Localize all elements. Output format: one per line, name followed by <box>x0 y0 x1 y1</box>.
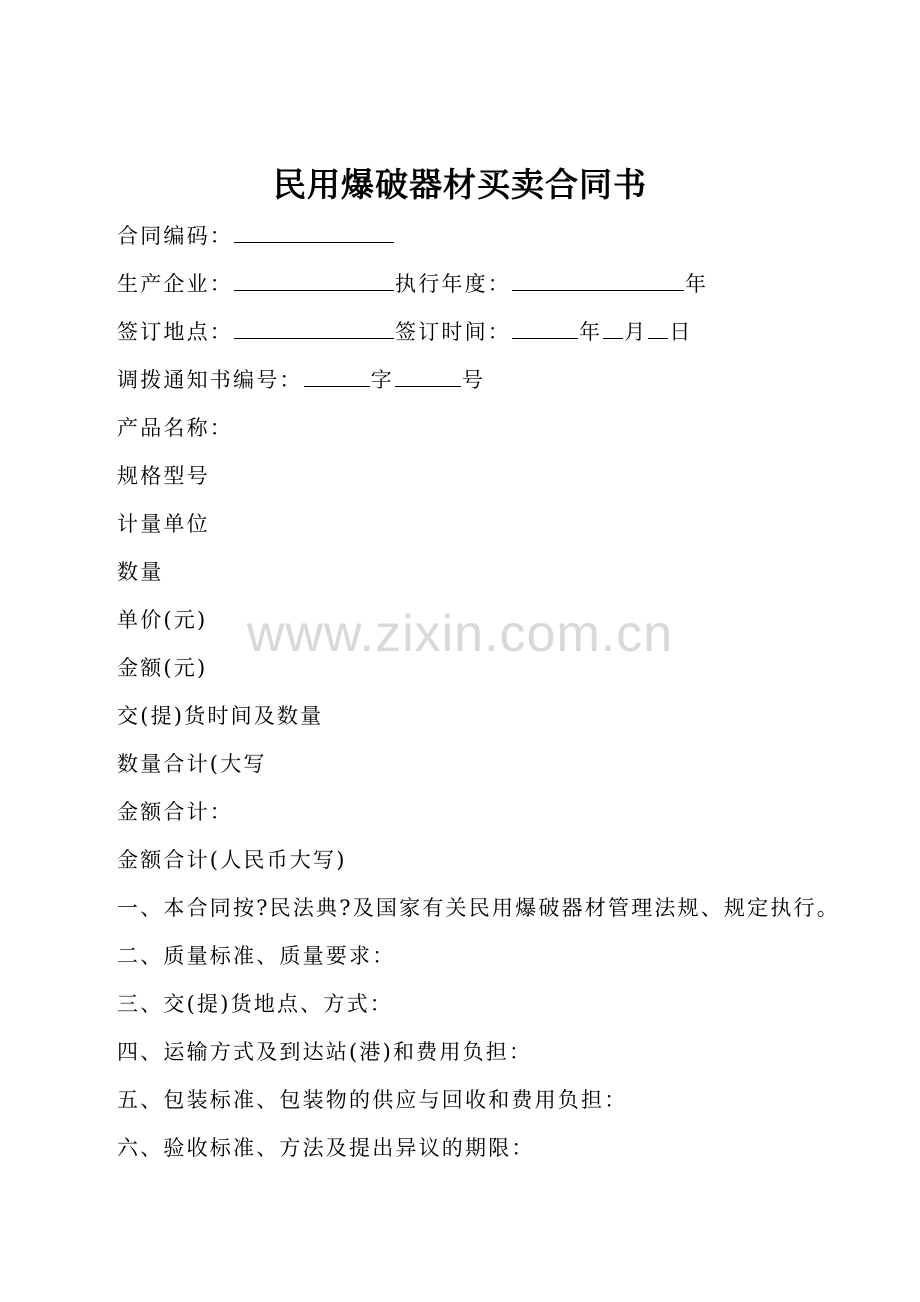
item-delivery-time: 交(提)货时间及数量 <box>117 704 324 728</box>
contract-number-label: 合同编码： <box>117 224 233 248</box>
notice-hao-blank <box>395 365 461 387</box>
notice-number-row <box>117 365 485 395</box>
watermark: www.zixin.com.cn <box>246 605 674 663</box>
item-unit: 计量单位 <box>117 512 210 536</box>
notice-number-label: 调拨通知书编号： <box>117 368 303 392</box>
exec-year-label: 执行年度： <box>395 272 511 296</box>
sign-place-label: 签订地点： <box>117 320 233 344</box>
item-quantity: 数量 <box>117 560 164 584</box>
sign-day-unit: 日 <box>669 320 693 344</box>
item-amount-total-rmb: 金额合计(人民币大写) <box>117 848 347 872</box>
contract-number-blank <box>234 221 394 243</box>
clause-6: 六、验收标准、方法及提出异议的期限： <box>117 1136 535 1160</box>
producer-row <box>117 269 708 299</box>
sign-time-label: 签订时间： <box>395 320 511 344</box>
sign-row <box>117 317 693 347</box>
item-quantity-total: 数量合计(大写 <box>117 752 267 776</box>
item-spec-model: 规格型号 <box>117 464 210 488</box>
clause-4: 四、运输方式及到达站(港)和费用负担： <box>117 1040 533 1064</box>
clause-2: 二、质量标准、质量要求： <box>117 944 396 968</box>
notice-hao: 号 <box>461 368 486 392</box>
item-product-name: 产品名称： <box>117 416 233 440</box>
contract-number-row <box>117 221 395 251</box>
clause-5: 五、包装标准、包装物的供应与回收和费用负担： <box>117 1088 628 1112</box>
clause-1: 一、本合同按?民法典?及国家有关民用爆破器材管理法规、规定执行。 <box>117 896 840 920</box>
item-amount: 金额(元) <box>117 656 208 680</box>
year-unit: 年 <box>685 272 709 296</box>
producer-blank <box>234 269 394 291</box>
exec-year-blank <box>512 269 684 291</box>
producer-label: 生产企业： <box>117 272 233 296</box>
notice-zi: 字 <box>370 368 394 392</box>
sign-place-blank <box>234 317 394 339</box>
item-amount-total: 金额合计： <box>117 800 233 824</box>
clause-3: 三、交(提)货地点、方式： <box>117 992 393 1016</box>
sign-month-unit: 月 <box>624 320 648 344</box>
notice-zi-blank <box>304 365 370 387</box>
sign-day-blank <box>648 317 668 339</box>
document-title: 民用爆破器材买卖合同书 <box>273 165 647 204</box>
item-unit-price: 单价(元) <box>117 608 208 632</box>
sign-year-blank <box>512 317 578 339</box>
sign-year-unit: 年 <box>579 320 603 344</box>
sign-month-blank <box>603 317 623 339</box>
